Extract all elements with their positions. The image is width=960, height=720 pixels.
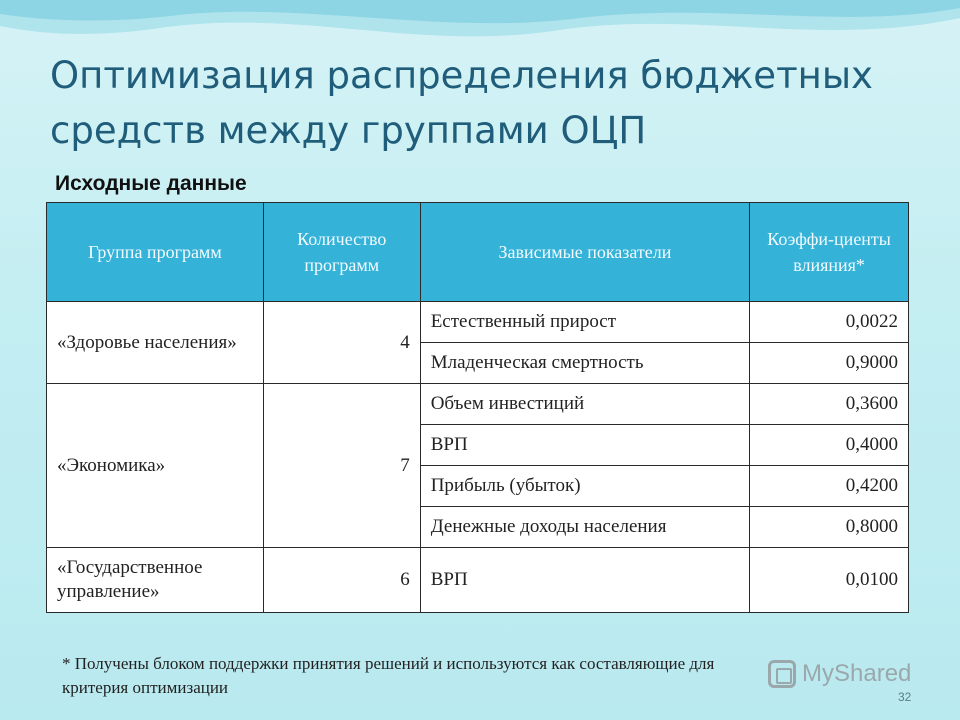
footnote: * Получены блоком поддержки принятия решений и используются как составляющие для критерия оптимизации (62, 654, 715, 697)
page-number: 32 (898, 690, 912, 704)
coefficient-cell: 0,0022 (750, 302, 909, 343)
header-coefficients: Коэффи-циенты влияния* (750, 203, 909, 302)
coefficient-cell: 0,9000 (750, 343, 909, 384)
indicator-cell: ВРП (420, 425, 749, 466)
header-group: Группа программ (47, 203, 264, 302)
header-indicators: Зависимые показатели (420, 203, 749, 302)
logo-text: MyShared (802, 660, 912, 687)
program-count-cell: 4 (263, 302, 420, 384)
group-name-cell: «Государственное управление» (47, 548, 264, 613)
indicator-cell: Объем инвестиций (420, 384, 749, 425)
table-caption: Исходные данные (55, 172, 247, 195)
myshared-logo-icon (768, 660, 796, 688)
data-table (46, 202, 909, 613)
watermark-logo (768, 657, 911, 691)
coefficient-cell: 0,3600 (750, 384, 909, 425)
coefficient-cell: 0,4000 (750, 425, 909, 466)
table-row (47, 384, 909, 425)
table-row (47, 302, 909, 343)
header-count: Количество программ (263, 203, 420, 302)
coefficient-cell: 0,4200 (750, 466, 909, 507)
indicator-cell: Младенческая смертность (420, 343, 749, 384)
indicator-cell: Прибыль (убыток) (420, 466, 749, 507)
group-name-cell: «Здоровье населения» (47, 302, 264, 384)
program-count-cell: 7 (263, 384, 420, 548)
coefficient-cell: 0,0100 (750, 548, 909, 613)
indicator-cell: Денежные доходы населения (420, 507, 749, 548)
program-count-cell: 6 (263, 548, 420, 613)
group-name-cell: «Экономика» (47, 384, 264, 548)
coefficient-cell: 0,8000 (750, 507, 909, 548)
table-row (47, 548, 909, 613)
indicator-cell: ВРП (420, 548, 749, 613)
page-title: Оптимизация распределения бюджетных средств между группами ОЦП (50, 54, 873, 152)
indicator-cell: Естественный прирост (420, 302, 749, 343)
table-header-row (47, 203, 909, 302)
